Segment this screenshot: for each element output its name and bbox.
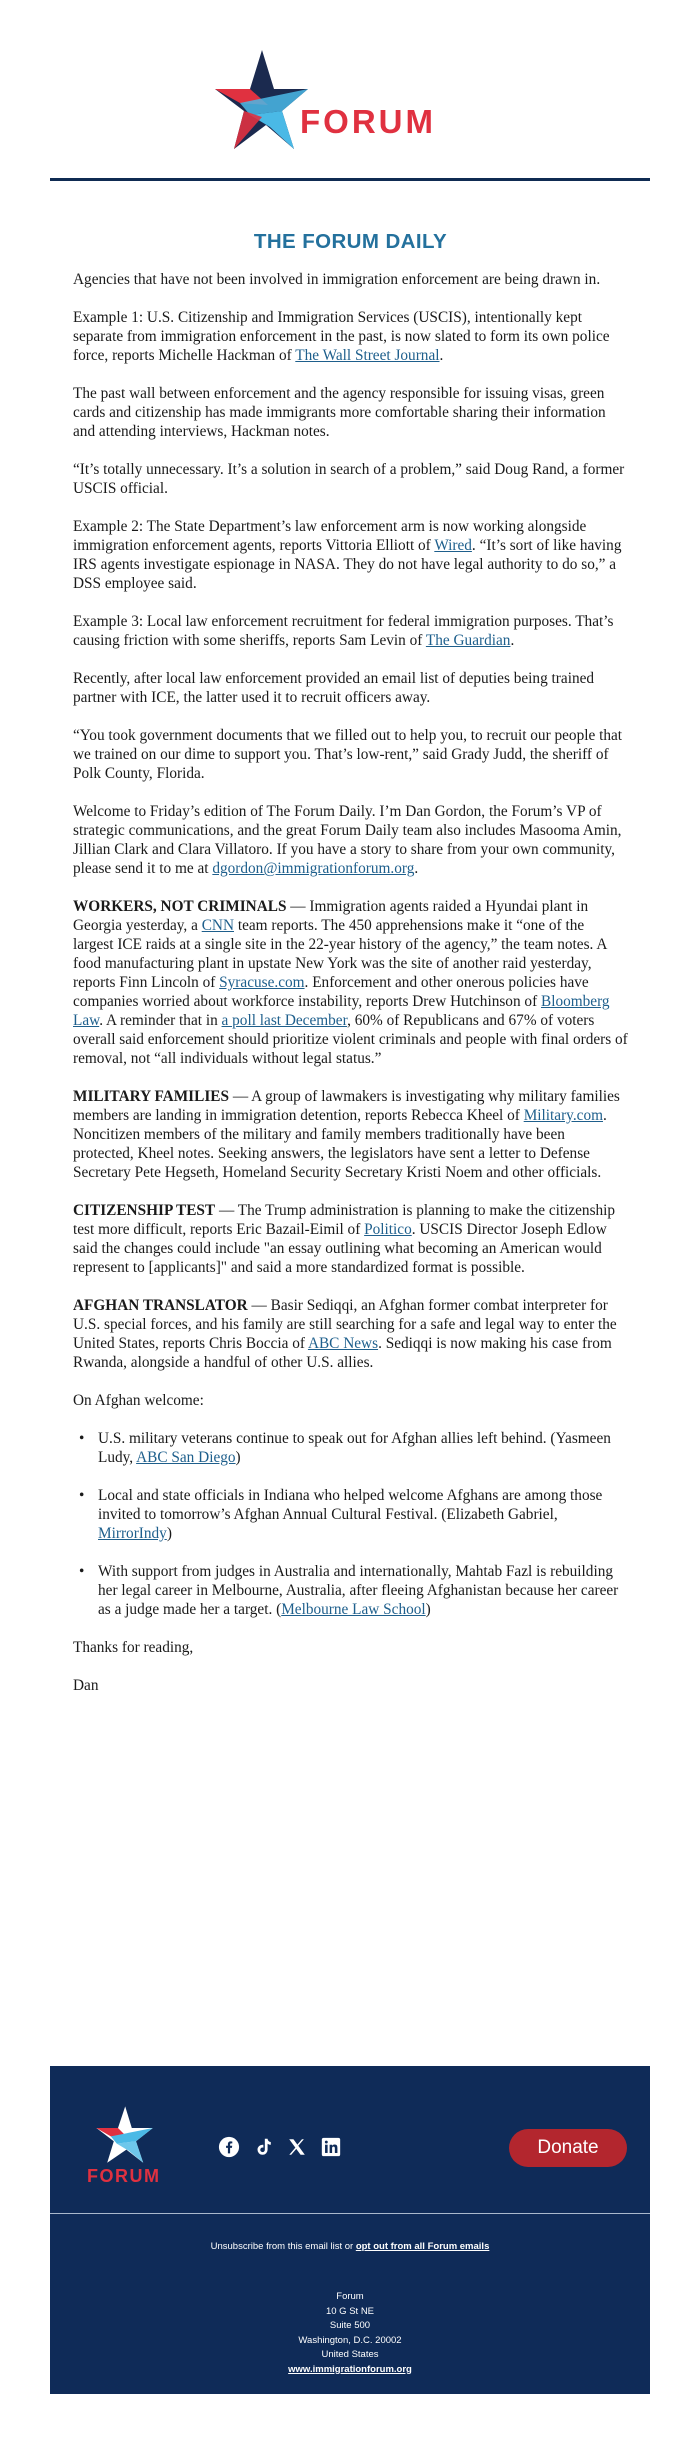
section-citizenship: CITIZENSHIP TEST — The Trump administration is planning to make the citizenship test more difficult, reports Eric Bazail-Eimil of Politico. USCIS Director Joseph Edlow said the changes could include "an essay outlining what becoming an American would represent to [applicants]" and said a more standardized format is possible. — [73, 1202, 616, 1276]
star-icon — [94, 2104, 154, 2164]
forum-logo[interactable] — [210, 45, 470, 155]
website-link[interactable]: www.immigrationforum.org — [288, 2363, 412, 2375]
footer-logo-wordmark: FORUM — [87, 2166, 161, 2186]
social-links — [218, 2136, 342, 2158]
rand-quote-paragraph: “It’s totally unnecessary. It’s a solution in search of a problem,” said Doug Rand, a former USCIS official. — [73, 461, 625, 497]
afghan-bullet-list — [73, 1429, 628, 1619]
signoff: Thanks for reading, — [73, 1639, 194, 1656]
footer-logo[interactable] — [80, 2104, 170, 2204]
guardian-link[interactable]: The Guardian — [425, 632, 511, 649]
wsj-link[interactable]: The Wall Street Journal — [295, 347, 440, 364]
newsletter-body — [73, 232, 628, 1714]
abc-news-link[interactable]: ABC News — [307, 1335, 379, 1352]
recruitment-paragraph: Recently, after local law enforcement provided an email list of deputies being trained partner with ICE, the latter used it to recruit officers away. — [73, 670, 595, 706]
example-1-paragraph: Example 1: U.S. Citizenship and Immigration Services (USCIS), intentionally kept separate from immigration enforcement in the past, is now slated to form its own police force, reports Michelle Hackman of The Wall Street Journal. — [73, 309, 610, 364]
afghan-intro: On Afghan welcome: — [73, 1392, 204, 1409]
example-2-paragraph: Example 2: The State Department’s law enforcement arm is now working alongside immigration enforcement agents, reports Vittoria Elliott of Wired. “It’s sort of like having IRS agents investigate espionage in NASA. They do not have legal authority to do so,” a DSS employee said. — [73, 518, 622, 592]
unsubscribe-text: Unsubscribe from this email list or opt out from all Forum emails — [210, 2241, 490, 2252]
x-icon[interactable] — [286, 2136, 308, 2158]
email-footer — [50, 2066, 650, 2394]
list-item: • Local and state officials in Indiana who helped welcome Afghans are among those invited to tomorrow’s Afghan Annual Cultural Festival. (Elizabeth Gabriel, MirrorIndy) — [79, 1487, 603, 1542]
section-heading: WORKERS, NOT CRIMINALS — [73, 898, 287, 915]
syracuse-link[interactable]: Syracuse.com — [219, 974, 305, 991]
facebook-icon[interactable] — [218, 2136, 240, 2158]
bullet-icon: • — [79, 1430, 85, 1447]
signature: Dan — [73, 1677, 99, 1694]
email-header — [50, 0, 650, 181]
military-com-link[interactable]: Military.com — [523, 1107, 603, 1124]
mailing-address — [50, 2290, 650, 2377]
section-military: MILITARY FAMILIES — A group of lawmakers is investigating why military families members are landing in immigration detention, reports Rebecca Kheel of Military.com. Noncitizen members of the military and family members traditionally have been protected, Kheel notes. Seeking answers, the legislators have sent a letter to Defense Secretary Pete Hegseth, Homeland Security Secretary Kristi Noem and other officials. — [73, 1088, 620, 1181]
linkedin-icon[interactable] — [320, 2136, 342, 2158]
list-item: • U.S. military veterans continue to speak out for Afghan allies left behind. (Yasmeen Ludy, ABC San Diego) — [79, 1430, 611, 1466]
abc-san-diego-link[interactable]: ABC San Diego — [136, 1449, 236, 1466]
mirrorindy-link[interactable]: MirrorIndy — [98, 1525, 167, 1542]
address-country: United States — [321, 2349, 379, 2360]
intro-paragraph: Agencies that have not been involved in immigration enforcement are being drawn in. — [73, 271, 601, 288]
example-3-paragraph: Example 3: Local law enforcement recruitment for federal immigration purposes. That’s causing friction with some sheriffs, reports Sam Levin of The Guardian. — [73, 613, 614, 649]
section-workers: WORKERS, NOT CRIMINALS — Immigration agents raided a Hyundai plant in Georgia yesterday, a CNN team reports. The 450 apprehensions make it “one of the largest ICE raids at a single site in the 22-year history of the agency,” the team notes. A food manufacturing plant in upstate New York was the site of another raid yesterday, reports Finn Lincoln of Syracuse.com. Enforcement and other onerous policies have companies worried about workforce instability, reports Drew Hutchinson of Bloomberg Law. A reminder that in a poll last December, 60% of Republicans and 67% of voters overall said enforcement should prioritize violent criminals and people with final orders of removal, not “all individuals without legal status.” — [73, 898, 628, 1067]
logo-wordmark: FORUM — [300, 103, 436, 140]
address-city: Washington, D.C. 20002 — [298, 2334, 402, 2346]
politico-link[interactable]: Politico — [364, 1221, 412, 1238]
section-heading: AFGHAN TRANSLATOR — [73, 1297, 248, 1314]
poll-link[interactable]: a poll last December — [221, 1012, 348, 1029]
section-heading: MILITARY FAMILIES — [73, 1088, 229, 1105]
address-street: 10 G St NE — [325, 2305, 375, 2317]
tiktok-icon[interactable] — [252, 2136, 274, 2158]
judd-quote-paragraph: “You took government documents that we filled out to help you, to recruit our people that we trained on our dime to support you. That’s low-rent,” said Grady Judd, the sheriff of Polk County, Florida. — [73, 727, 623, 782]
header-divider — [50, 178, 650, 181]
bullet-icon: • — [79, 1563, 85, 1580]
section-heading: CITIZENSHIP TEST — [73, 1202, 216, 1219]
email-link[interactable]: dgordon@immigrationforum.org — [212, 860, 415, 877]
bullet-icon: • — [79, 1487, 85, 1504]
footer-divider — [50, 2213, 650, 2214]
address-org: Forum — [336, 2291, 364, 2302]
bloomberg-link[interactable]: Bloomberg Law — [73, 993, 610, 1029]
address-suite: Suite 500 — [329, 2320, 371, 2331]
section-afghan: AFGHAN TRANSLATOR — Basir Sediqqi, an Afghan former combat interpreter for U.S. special forces, and his family are still searching for a safe and legal way to enter the United States, reports Chris Boccia of ABC News. Sediqqi is now making his case from Rwanda, alongside a handful of other U.S. allies. — [73, 1297, 617, 1371]
star-icon — [210, 45, 310, 155]
list-item: • With support from judges in Australia and internationally, Mahtab Fazl is rebuilding her legal career in Melbourne, Australia, after fleeing Afghanistan because her career as a judge made her a target. (Melbourne Law School) — [79, 1563, 619, 1618]
newsletter-title: THE FORUM DAILY — [253, 230, 448, 253]
welcome-paragraph: Welcome to Friday’s edition of The Forum Daily. I’m Dan Gordon, the Forum’s VP of strategic communications, and the great Forum Daily team also includes Masooma Amin, Jillian Clark and Clara Villatoro. If you have a story to share from your own community, please send it to me at dgordon@immigrationforum.org. — [73, 803, 622, 877]
cnn-link[interactable]: CNN — [201, 917, 234, 934]
donate-button[interactable]: Donate — [509, 2129, 627, 2167]
opt-out-link[interactable]: opt out from all Forum emails — [355, 2241, 490, 2252]
wired-link[interactable]: Wired — [434, 537, 472, 554]
wall-paragraph: The past wall between enforcement and the agency responsible for issuing visas, green cards and citizenship has made immigrants more comfortable sharing their information and attending interviews, Hackman notes. — [73, 385, 606, 440]
melbourne-law-link[interactable]: Melbourne Law School — [281, 1601, 426, 1618]
